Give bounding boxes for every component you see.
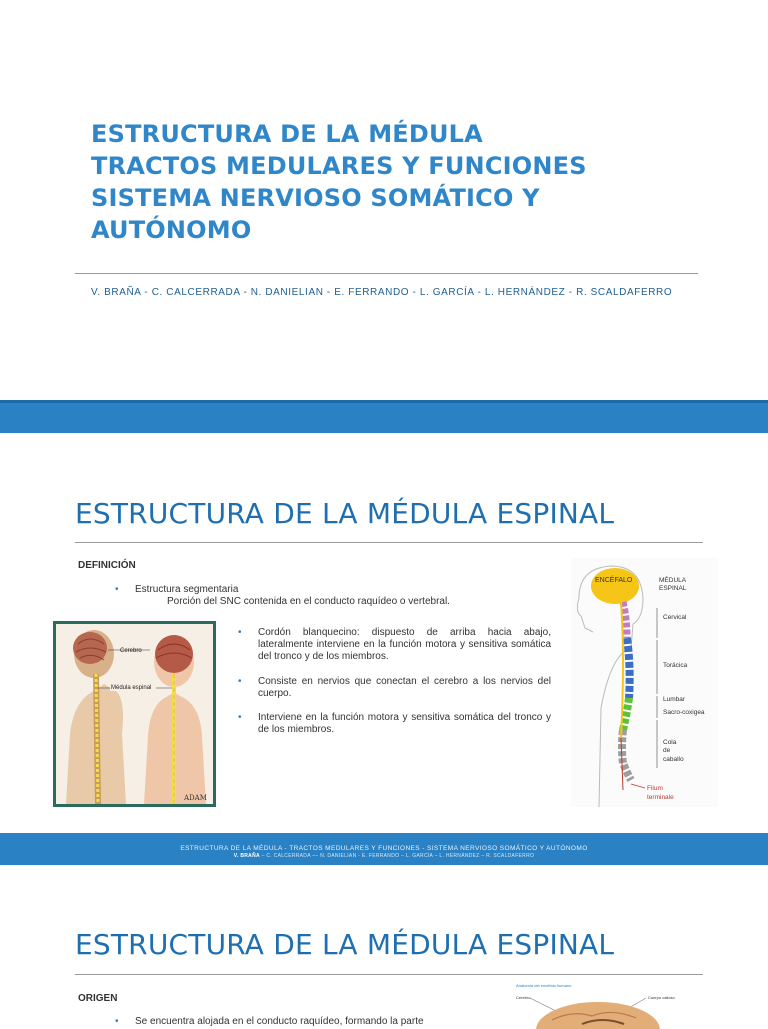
presentation-title (91, 118, 691, 246)
section-heading-definicion: DEFINICIÓN (78, 560, 136, 571)
bullet-item (238, 676, 551, 700)
slide-separator (0, 403, 768, 433)
title-divider (75, 273, 698, 274)
slide3-title: ESTRUCTURA DE LA MÉDULA ESPINAL (75, 928, 615, 961)
brain-anatomy-illustration (512, 980, 712, 1024)
title-slide (0, 0, 768, 403)
label-sacro: Sacro-coxigea (663, 709, 705, 716)
bullet-text: Estructura segmentaria (135, 584, 239, 595)
bullet-icon: • (115, 1016, 119, 1027)
bullet-text: Consiste en nervios que conectan el cerebro a los nervios del cuerpo. (258, 676, 551, 699)
label-encefalo: ENCÉFALO (595, 577, 633, 584)
title-line: AUTÓNOMO (91, 216, 252, 244)
section-heading-origen: ORIGEN (78, 993, 118, 1004)
label-caballo: caballo (663, 756, 684, 763)
credit-label: ADAM (184, 794, 207, 802)
slide2-divider (75, 542, 703, 543)
bullet-item (238, 627, 551, 663)
bullet-item (115, 1016, 490, 1027)
label-filum: Filum (647, 785, 663, 792)
brain-figure-heading: Anatomía del encéfalo humano (516, 983, 572, 988)
bullet-subtext: Porción del SNC contenida en el conducto raquídeo o vertebral. (167, 596, 450, 607)
label-cola: Cola (663, 739, 677, 746)
footer-authors-rest: – C. CALCERRADA –– N. DANIELIAN - E. FERRANDO – L. GARCÍA – L. HERNÁNDEZ – R. SCALDAFERRO (259, 853, 535, 859)
slide2-title: ESTRUCTURA DE LA MÉDULA ESPINAL (75, 497, 615, 530)
label-espinal: ESPINAL (659, 585, 687, 592)
label-cerebro: Cerebro (120, 648, 142, 654)
label-medula: MÉDULA (659, 577, 687, 584)
footer-title: ESTRUCTURA DE LA MÉDULA - TRACTOS MEDULARES Y FUNCIONES - SISTEMA NERVIOSO SOMÁTICO Y AUTÓNOMO (180, 845, 588, 852)
bullet-icon: • (115, 584, 119, 595)
label-cerebro: Cerebro (516, 995, 531, 1000)
spine-diagram-image (571, 558, 718, 807)
title-line: SISTEMA NERVIOSO SOMÁTICO Y (91, 184, 540, 212)
label-terminale: terminale (647, 794, 674, 801)
anatomy-body-illustration (56, 624, 213, 804)
footer-authors (0, 853, 768, 859)
label-medula: Médula espinal (111, 685, 152, 691)
label-toracica: Torácica (663, 662, 688, 669)
bullet-item (115, 584, 239, 596)
title-line: ESTRUCTURA DE LA MÉDULA (91, 120, 483, 148)
slide3-divider (75, 974, 703, 975)
bullet-text: Cordón blanquecino: dispuesto de arriba hacia abajo, lateralmente interviene en la función motora y sensitiva somática del tronco y de los miembros. (258, 627, 551, 662)
label-de: de (663, 747, 671, 754)
brain-anatomy-image (512, 980, 712, 1024)
bullet-icon: • (238, 712, 242, 723)
bullet-icon: • (238, 676, 242, 687)
anatomy-body-image (53, 621, 216, 807)
authors-line: V. BRAÑA - C. CALCERRADA - N. DANIELIAN - E. FERRANDO - L. GARCÍA - L. HERNÁNDEZ - R. SCALDAFERRO (91, 287, 673, 298)
label-cervical: Cervical (663, 614, 687, 621)
bullet-item (238, 712, 551, 736)
footer-author-first: V. BRAÑA (233, 853, 260, 859)
bullet-text: Interviene en la función motora y sensitiva somática del tronco y de los miembros. (258, 712, 551, 735)
bullet-icon: • (238, 627, 242, 638)
title-line: TRACTOS MEDULARES Y FUNCIONES (91, 152, 587, 180)
label-lumbar: Lumbar (663, 696, 686, 703)
label-cuerpo-calloso: Cuerpo calloso (648, 995, 675, 1000)
spine-diagram (571, 558, 718, 807)
bullet-text: Se encuentra alojada en el conducto raquídeo, formando la parte (135, 1016, 424, 1027)
